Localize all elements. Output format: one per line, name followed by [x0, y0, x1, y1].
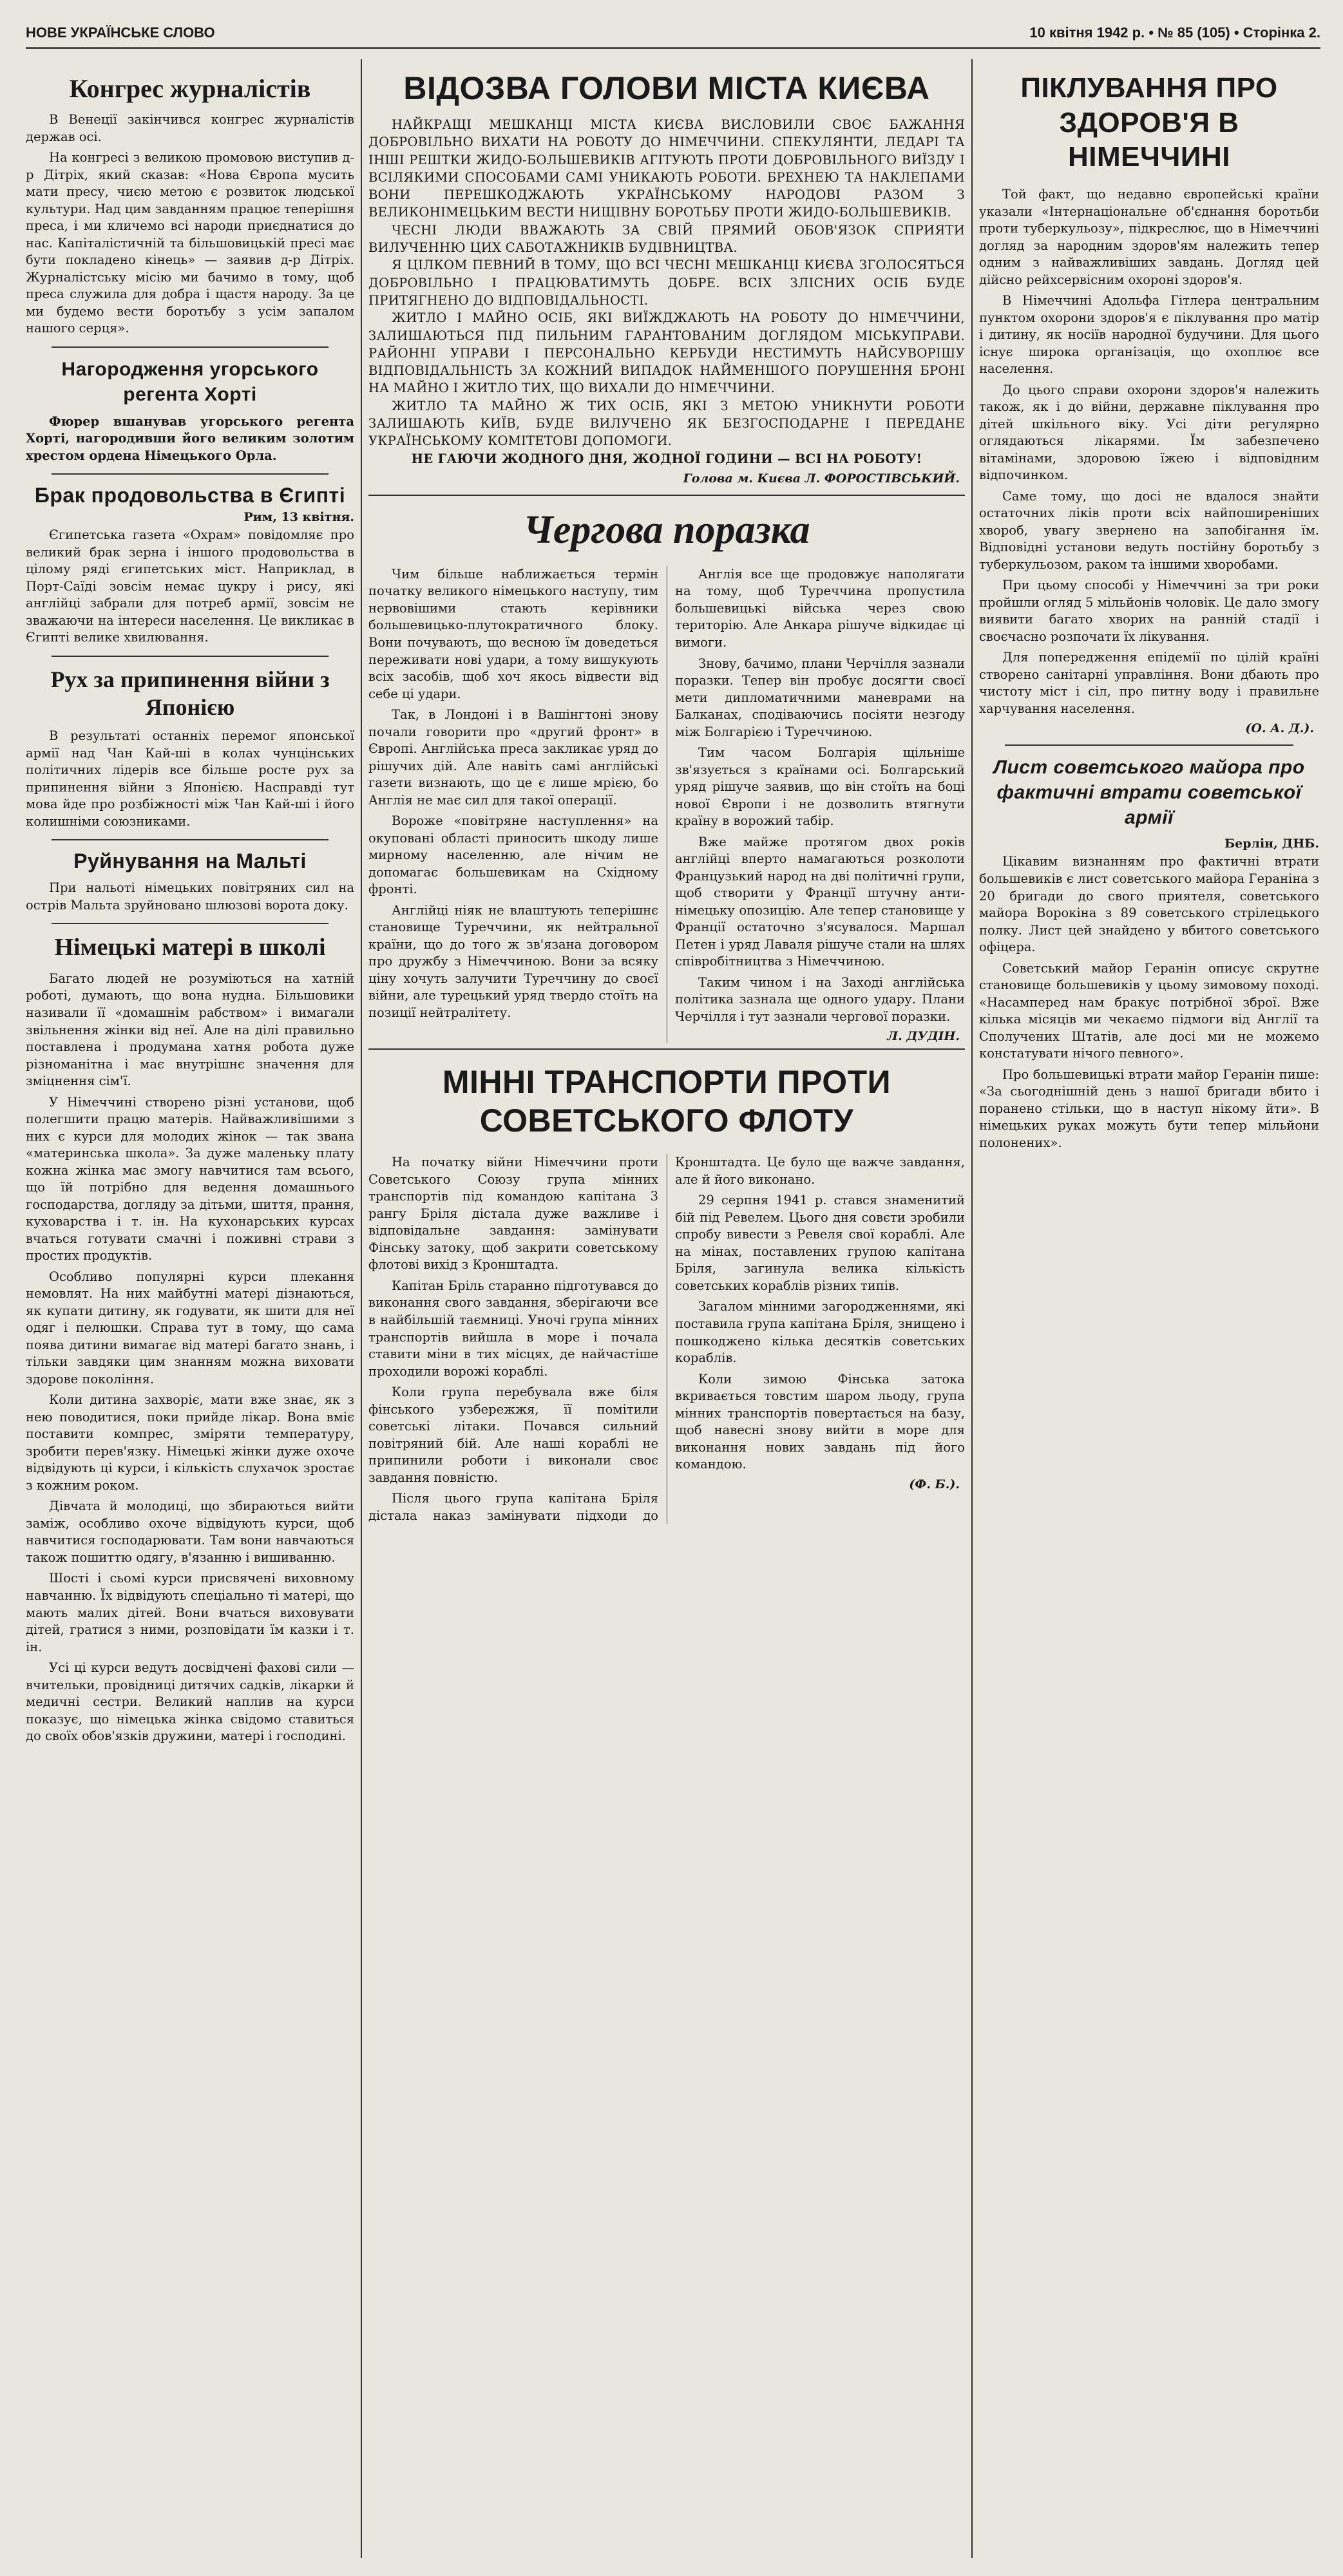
paragraph: При нальоті німецьких повітряних сил на острів Мальта зруйновано шлюзові ворота доку. — [26, 880, 354, 913]
paragraph: Загалом мінними загородженнями, які поставила група капітана Бріля, знищено і пошкоджено кілька десятків советських кораблів. — [675, 1299, 965, 1366]
paragraph: У Німеччині створено різні установи, щоб полегшити працю матерів. Найважливішими з них є курси для молодих жінок — так звана «материнська школа». За дуже маленьку плату кожна жінка має змогу навчитися там всього, що їй потрібно для ведення домашнього господарства, догляду за дітьми, шиття, прання, куховарства і т. ін. На кухонарських курсах вчаться готувати смачні і поживні страви з простих продуктів. — [26, 1094, 354, 1264]
defeat-columns — [368, 566, 965, 1043]
mines-columns — [368, 1154, 965, 1524]
paragraph: ЧЕСНІ ЛЮДИ ВВАЖАЮТЬ ЗА СВІЙ ПРЯМИЙ ОБОВ'ЯЗОК СПРИЯТИ ВИЛУЧЕННЮ ЦИХ САБОТАЖНИКІВ БУДІВНИЦТВА. — [368, 222, 965, 256]
paragraph: Англія все ще продовжує наполягати на тому, щоб Туреччина пропустила большевицькі війська через свою територію. Але Анкара рішуче відкидає ці вимоги. — [675, 566, 965, 650]
dateline: Рим, 13 квітня. — [243, 510, 354, 525]
issue-info: 10 квітня 1942 р. • № 85 (105) • Сторінка 2. — [1029, 24, 1320, 41]
article-letter — [979, 755, 1319, 1151]
paragraph: Коли група перебувала вже біля фінського узбережжя, її помітили советські літаки. Почався сильний повітряний бій. Але наші кораблі не припинили роботи і виконали своє завдання повністю. — [368, 1385, 658, 1485]
separator — [52, 656, 329, 657]
column-rule-left — [361, 59, 362, 2558]
paragraph: Багато людей не розуміються на хатній роботі, думають, що вона нудна. Більшовики називали її «домашнім рабством» і вимагали звільнення жінки від неї. Але на ділі правильно поставлена і продумана хатня робота дуже різноманітна і має внутрішнє значення для зміцнення сім'ї. — [26, 971, 354, 1089]
signature: Голова м. Києва Л. ФОРОСТІВСЬКИЙ. — [683, 471, 960, 486]
paragraph: Той факт, що недавно європейські країни указали «Інтернаціональне об'єднання боротьби проти туберкульозу», підкреслює, що в Німеччині догляд за народним здоров'ям належить тепер одним з найважливіших завдань. Догляд цей дійсно рейхсервісним охороні здоров'я. — [979, 187, 1319, 287]
article-congress — [26, 73, 354, 337]
article-japan — [26, 666, 354, 830]
paper-name: НОВЕ УКРАЇНСЬКЕ СЛОВО — [26, 24, 215, 41]
paragraph: Фюрер вшанував угорського регента Хорті, нагородивши його великим золотим хрестом ордена Німецького Орла. — [26, 413, 354, 463]
dateline: Берлін, ДНБ. — [1224, 837, 1319, 851]
paragraph: Усі ці курси ведуть досвідчені фахові сили — вчительки, провідниці дитячих садків, лікарки й медичні сестри. Великий наплив на курси показує, що німецька жінка свідомо ставиться до своїх обов'язків дружини, матері і господині. — [26, 1660, 354, 1744]
headline-malta: Руйнування на Мальті — [73, 849, 307, 873]
headline-defeat: Чергова поразка — [523, 507, 810, 552]
headline-award: Нагородження угорського регента Хорті — [61, 358, 319, 405]
paragraph: НАЙКРАЩІ МЕШКАНЦІ МІСТА КИЄВА ВИСЛОВИЛИ СВОЄ БАЖАННЯ ДОБРОВІЛЬНО ВИХАТИ НА РОБОТУ ДО НІМЕЧЧИНИ. СПЕКУЛЯНТИ, ЛЕДАРІ ТА ІНШІ РЕШТКИ ЖИДО-БОЛЬШЕВИКІВ АГІТУЮТЬ ПРОТИ ДОБРОВІЛЬНОГО ВИЇЗДУ І ВСІЛЯКИМИ СПОСОБАМИ САМІ УНИКАЮТЬ РОБОТИ. БРЕХНЕЮ ТА НАКЛЕПАМИ ВОНИ ПЕРЕШКОДЖАЮТЬ УКРАЇНСЬКОМУ НАРОДОВІ РАЗОМ З ВЕЛИКОНІМЕЦЬКИМ ВЕСТИ НИЩІВНУ БОРОТЬБУ ПРОТИ ЖИДО-БОЛЬШЕВИКІВ. — [368, 117, 965, 220]
paragraph: До цього справи охорони здоров'я належить також, як і до війни, державне піклування про дітей шкільного віку. Усі діти регулярно оглядаються лікарями. Їм забезпечено вітамінами, здоровою їжею і відповідним відпочинком. — [979, 382, 1319, 483]
article-defeat — [368, 507, 965, 1050]
signature: (Ф. Б.). — [909, 1477, 960, 1492]
paragraph: Цікавим визнанням про фактичні втрати большевиків є лист советського майора Гераніна з 20 бригади до свого приятеля, советського майора Ворокіна з 89 советського стрілецького полку. Лист цей знайдено у вбитого советського офіцера. — [979, 854, 1319, 955]
paragraph: Шості і сьомі курси присвячені виховному навчанню. Їх відвідують спеціально ті матері, що мають малих дітей. Вони вчаться виховувати дітей, гратися з ними, розповідати їм казки і т. ін. — [26, 1571, 354, 1654]
separator — [52, 473, 329, 475]
article-mothers — [26, 933, 354, 1745]
paragraph: ЖИТЛО І МАЙНО ОСІБ, ЯКІ ВИЇЖДЖАЮТЬ НА РОБОТУ ДО НІМЕЧЧИНИ, ЗАЛИШАЮТЬСЯ ПІД ПИЛЬНИМ ГАРАНТОВАНИМ ДОГЛЯДОМ МІСЬКУПРАВИ. РАЙОННІ УПРАВИ І ПЕРСОНАЛЬНО КЕРБУДИ НЕСТИМУТЬ НАЙСУВОРІШУ ВІДПОВІДАЛЬНІСТЬ ЗА КОЖНИЙ ВИПАДОК НАЙМЕНШОГО ПОРУШЕННЯ БРОНІ НА МАЙНО І ЖИТЛО ТИХ, ЩО ВИХАЛИ ДО НІМЕЧЧИНИ. — [368, 310, 965, 396]
headline-appeal: ВІДОЗВА ГОЛОВИ МІСТА КИЄВА — [403, 70, 930, 106]
paragraph: Саме тому, що досі не вдалося знайти остаточних ліків проти всіх найпоширеніших хвороб, увагу звернено на запобігання їм. Відповідні установи ведуть постійну боротьбу з туберкульозом, раком та іншими хворобами. — [979, 488, 1319, 572]
article-appeal — [368, 70, 965, 496]
paragraph: Вороже «повітряне наступлення» на окуповані області приносить шкоду лише мирному населенню, але нічим не допомагає большевикам на Східному фронті. — [368, 813, 658, 897]
headline-congress: Конгрес журналістів — [69, 74, 311, 103]
separator — [52, 346, 329, 348]
paragraph: Тим часом Болгарія щільніше зв'язується з країнами осі. Болгарський уряд рішуче заявив, що він стоїть на боці нової Європи і не дозволить втягнути країну в ворожий табір. — [675, 745, 965, 829]
paragraph: Таким чином і на Заході англійська політика зазнала ще одного удару. Плани Черчілля і тут зазнали чергової поразки. — [675, 974, 965, 1024]
separator — [52, 839, 329, 840]
paragraph: Чим більше наближається термін початку великого німецького наступу, тим нервовішими стають керівники большевицько-плутократичного блоку. Вони почувають, що весною їм доведеться переживати нові удари, а тому вишукують всіх засобів, щоб хоч якось відвести від себе ці удари. — [368, 566, 658, 701]
paragraph: Так, в Лондоні і в Вашінгтоні знову почали говорити про «другий фронт» в Європі. Англійська преса закликає уряд до рішучих дій. Але навіть самі англійські газети визнають, що це є лише мрією, бо Англія не має сил для такої операції. — [368, 707, 658, 808]
paragraph: Коли дитина захворіє, мати вже знає, як з нею поводитися, поки прийде лікар. Вона вміє поставити компрес, зміряти температуру, зробити перев'язку. Німецькі жінки дуже охоче відвідують ці курси, і кількість слухачок зростає з кожним роком. — [26, 1392, 354, 1493]
headline-japan: Рух за припинення війни з Японією — [50, 666, 330, 721]
paragraph: В результаті останніх перемог японської армії над Чан Кай-ші в колах чунцінських політичних лідерів все більше росте рух за припинення війни з Японією. Насправді тут мова йде про розбіжності між Чан Кай-ші і його колишніми союзниками. — [26, 728, 354, 829]
paragraph: Про большевицькі втрати майор Геранін пише: «За сьогоднішній день з нашої бригади вбито і поранено стільки, що в наступ нікому йти». В німецьких руках можуть бути тепер мільйони полонених». — [979, 1066, 1319, 1150]
paragraph: НЕ ГАЮЧИ ЖОДНОГО ДНЯ, ЖОДНОЇ ГОДИНИ — ВСІ НА РОБОТУ! — [411, 451, 922, 466]
paragraph: Я ЦІЛКОМ ПЕВНИЙ В ТОМУ, ЩО ВСІ ЧЕСНІ МЕШКАНЦІ КИЄВА ЗГОЛОСЯТЬСЯ ДОБРОВІЛЬНО І ПРАЦЮВАТИМУТЬ ДОБРЕ. ВСІХ ЗЛІСНИХ ОСІБ БУДЕ ПРИТЯГНЕНО ДО ВІДПОВІДАЛЬНОСТІ. — [368, 258, 965, 308]
paragraph: 29 серпня 1941 р. стався знаменитий бій під Ревелем. Цього дня совєти зробили спробу вивести з Ревеля свої кораблі. Але на мінах, поставлених групою капітана Бріля, загинула велика кількість советських кораблів різних типів. — [675, 1193, 965, 1293]
paragraph: Дівчата й молодиці, що збираються вийти заміж, особливо охоче відвідують курси, щоб навчитися господарювати. Там вони навчаються також пошиттю одягу, в'язанню і вишиванню. — [26, 1499, 354, 1565]
paragraph: Єгипетська газета «Охрам» повідомляє про великий брак зерна і іншого продовольства в цілому ряді єгипетських міст. Наприклад, в Порт-Саїді зовсім немає цукру і рису, які англійці забрали для потреб армії, зовсім не зважаючи на інтереси населення. Це викликає в Єгипті велике хвилювання. — [26, 527, 354, 645]
headline-mines: МІННІ ТРАНСПОРТИ ПРОТИ СОВЕТСЬКОГО ФЛОТУ — [442, 1064, 891, 1139]
signature: Л. ДУДІН. — [887, 1029, 960, 1044]
article-egypt — [26, 484, 354, 647]
paragraph: Після цього група капітана Бріля дістала наказ замінувати підходи до Кронштадта. Це було ще важче завдання, але й його виконано. — [368, 1155, 965, 1523]
paragraph: В Німеччині Адольфа Гітлера центральним пунктом охорони здоров'я є піклування про матір і дитину, як носіїв народної будучини. Для цього існує широка організація, що охоплює все населення. — [979, 293, 1319, 377]
headline-mothers: Німецькі матері в школі — [54, 934, 326, 961]
masthead — [26, 18, 1320, 49]
paragraph: Коли зимою Фінська затока вкривається товстим шаром льоду, група мінних транспортів повертається на базу, щоб навесні знову вийти в море для виконання нових завдань під його командою. — [675, 1371, 965, 1472]
article-award — [26, 357, 354, 465]
paragraph: Капітан Бріль старанно підготувався до виконання свого завдання, зберігаючи все в найбільшій таємниці. Уночі група мінних транспортів вийшла в море і почала ставити міни в тих місцях, де найчастіше проходили ворожі кораблі. — [368, 1278, 658, 1379]
headline-letter: Лист советського майора про фактичні втрати советської армії — [993, 757, 1305, 829]
paragraph: В Венеції закінчився конгрес журналістів держав осі. — [26, 112, 354, 144]
right-column — [979, 64, 1319, 2557]
headline-egypt: Брак продовольства в Єгипті — [34, 484, 346, 507]
left-column — [26, 64, 354, 2557]
paragraph: Англійці ніяк не влаштують теперішнє становище Туреччини, як нейтральної країни, що до того ж зв'язана договором про дружбу з Німеччиною. Вони за всяку ціну хочуть залучити Туреччину до своєї війни, але турецький уряд твердо стоїть на позиції нейтралітету. — [368, 902, 658, 1020]
center-column — [368, 64, 965, 2557]
paragraph: На початку війни Німеччини проти Советського Союзу група мінних транспортів під командою капітана 3 рангу Бріля дістала дуже важливе і відповідальне завдання: замінувати Фінську затоку, щоб закрити советському флотові вихід з Кронштадта. — [368, 1155, 658, 1273]
article-health — [979, 71, 1319, 735]
column-rule-right — [971, 59, 973, 2558]
paragraph: Особливо популярні курси плекання немовлят. На них майбутні матері дізнаються, як купати дитину, як годувати, як шити для неї одяг і пелюшки. Справа тут в тому, що сама поява дитини вимагає від матері багато знань, і тільки завдяки цим знанням можна виховати здорове покоління. — [26, 1269, 354, 1387]
headline-health: ПІКЛУВАННЯ ПРО ЗДОРОВ'Я В НІМЕЧЧИНІ — [1020, 72, 1278, 173]
paragraph: ЖИТЛО ТА МАЙНО Ж ТИХ ОСІБ, ЯКІ З МЕТОЮ УНИКНУТИ РОБОТИ ЗАЛИШАЮТЬ КИЇВ, БУДЕ ВИЛУЧЕНО ЯК БЕЗГОСПОДАРНЕ І ПЕРЕДАНЕ УКРАЇНСЬКОМУ КОМІТЕТОВІ ДОПОМОГИ. — [368, 398, 965, 449]
paragraph: Знову, бачимо, плани Черчілля зазнали поразки. Тепер він пробує досягти своєї мети дипломатичними маневрами на Балканах, сподіваючись посіяти незгоду між Болгарією і Туреччиною. — [675, 656, 965, 739]
paragraph: При цьому способі у Німеччині за три роки пройшли огляд 5 мільйонів чоловік. Це дало змогу виявити багато хворих на ранній стадії і своєчасно розпочати їх лікування. — [979, 578, 1319, 644]
article-mines — [368, 1063, 965, 1524]
signature: (О. А. Д.). — [1245, 721, 1314, 736]
paragraph: Вже майже протягом двох років англійці вперто намагаються розколоти Французький народ на дві політичні групи, щоб створити у Франції штучну анти-німецьку опозицію. Але тепер становище у Франції остаточно з'ясувалося. Маршал Петен і уряд Лаваля рішуче стали на шлях співробітництва з Німеччиною. — [675, 834, 965, 969]
paragraph: Для попередження епідемії по цілій країні створено санітарні управління. Вони дбають про чистоту міст і сіл, про питну воду і правильне харчування населення. — [979, 650, 1319, 716]
separator — [1005, 744, 1293, 746]
article-malta — [26, 849, 354, 914]
separator — [52, 923, 329, 924]
paragraph: На конгресі з великою промовою виступив д-р Дітріх, який сказав: «Нова Європа мусить мати пресу, чиєю метою є розвиток людської культури. Над цим завданням працює теперішня преса, і ми кличемо всі народи приєднатися до нас. Капіталістичній та більшовицькій пресі має бути покладено кінець» — заявив д-р Дітріх. Журналістську місію ми бачимо в тому, щоб преса служила для добра і щастя народу. За це ми будемо вести боротьбу з усім запалом нашого серця». — [26, 150, 354, 336]
paragraph: Советський майор Геранін описує скрутне становище большевиків у цьому зимовому поході. «Насамперед нам бракує потрібної зброї. Вже кілька місяців ми чекаємо підмоги від Англії та Сполучених Штатів, але досі ми не можемо констатувати нічого певного». — [979, 960, 1319, 1061]
